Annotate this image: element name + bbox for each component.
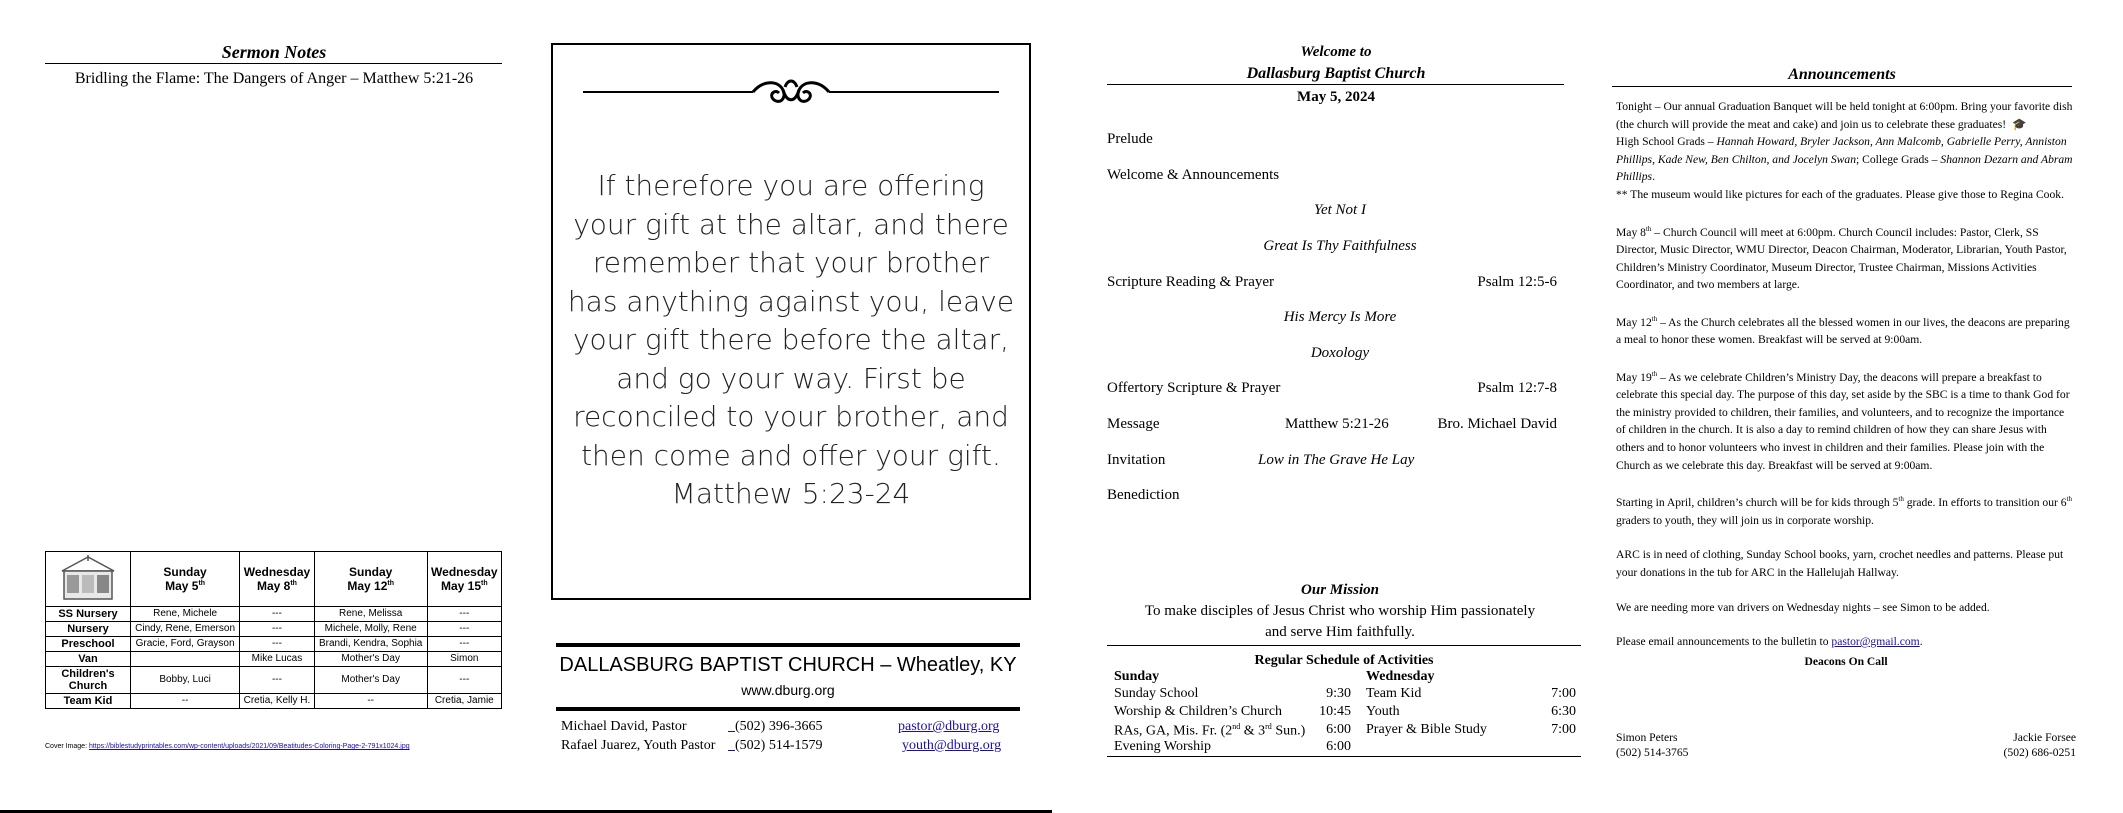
table-cell: ---: [427, 637, 501, 652]
table-cell: [131, 652, 240, 667]
table-cell: Cindy, Rene, Emerson: [131, 622, 240, 637]
table-cell: Mother's Day: [314, 652, 427, 667]
church-website: www.dburg.org: [741, 682, 835, 698]
invitation: Invitation: [1107, 452, 1166, 468]
bulletin-email-link[interactable]: pastor@gmail.com: [1831, 635, 1920, 649]
sunday-time: 6:00: [1326, 739, 1351, 754]
schedule-wednesday-label: Wednesday: [1366, 669, 1435, 684]
sunday-item: Evening Worship: [1114, 739, 1211, 754]
sunday-item: Worship & Children’s Church: [1114, 704, 1283, 719]
divider: [1612, 86, 2072, 87]
verse-reference: Matthew 5:23-24: [671, 477, 911, 510]
announcements-title: Announcements: [1788, 66, 1896, 83]
message-reference: Matthew 5:21-26: [1285, 416, 1389, 432]
header-sunday-may12: Sunday May 12th: [314, 552, 427, 607]
verse-line: reconciled to your brother, and: [573, 400, 1009, 433]
announcement-graduation: Tonight – Our annual Graduation Banquet will be held tonight at 6:00pm. Bring your favorite dish (the church will provide the meat and cake) and join us to celebrate these graduates! 🎓: [1616, 100, 2073, 131]
cover-image-link[interactable]: https://biblestudyprintables.com/wp-content/uploads/2021/09/Beatitudes-Coloring-Page-2-791x1024.jpg: [88, 743, 410, 750]
verse-text: [553, 167, 1029, 514]
youth-pastor-phone: (502) 514-1579: [735, 738, 823, 753]
divider: [45, 63, 502, 64]
wednesday-time: 7:00: [1551, 722, 1576, 737]
song-doxology: Doxology: [1310, 345, 1370, 361]
row-label: SS Nursery: [46, 607, 131, 622]
message-speaker: Bro. Michael David: [1437, 416, 1557, 432]
sunday-time: 10:45: [1319, 704, 1351, 719]
sunday-time: 9:30: [1326, 686, 1351, 701]
verse-line: has anything against you, leave: [567, 284, 1015, 318]
verse-line: your gift at the altar, and there: [573, 207, 1009, 241]
youth-pastor-email-link[interactable]: youth@dburg.org: [902, 738, 1002, 753]
announcements-body: [1616, 98, 2076, 670]
header-wednesday-may15: Wednesday May 15th: [427, 552, 501, 607]
table-cell: Michele, Molly, Rene: [314, 622, 427, 637]
schedule-title: Regular Schedule of Activities: [1254, 653, 1434, 668]
deacon-2: [1930, 730, 2076, 760]
table-cell: --: [314, 694, 427, 709]
deacons-title: Deacons On Call: [1804, 654, 1888, 668]
header-wednesday-may8: Wednesday May 8th: [240, 552, 315, 607]
sunday-time: 6:00: [1326, 722, 1351, 737]
announcement-van: We are needing more van drivers on Wednesday nights – see Simon to be added.: [1616, 600, 1990, 614]
church-logo-icon: [46, 552, 131, 607]
church-heading: Dallasburg Baptist Church: [1246, 65, 1426, 82]
table-cell: --: [131, 694, 240, 709]
header-sunday-may5: Sunday May 5th: [131, 552, 240, 607]
divider: [1107, 756, 1581, 757]
table-cell: Mother's Day: [314, 667, 427, 694]
verse-line: If therefore you are offering: [597, 169, 985, 202]
wednesday-time: 7:00: [1551, 686, 1576, 701]
nursery-schedule-table: [45, 551, 502, 709]
invitation-song: Low in The Grave He Lay: [1258, 452, 1415, 468]
table-row: [46, 667, 502, 694]
graduation-cap-icon: 🎓: [2011, 117, 2027, 131]
divider: [556, 643, 1020, 647]
announcement-may12: May 12th – As the Church celebrates all the blessed women in our lives, the deacons are preparing a meal to honor these women. Breakfast will be served at 9:00am.: [1616, 314, 2070, 347]
pastor-name: Michael David, Pastor: [561, 719, 687, 734]
table-cell: Rene, Melissa: [314, 607, 427, 622]
table-cell: Simon: [427, 652, 501, 667]
scroll-ornament-icon: [583, 75, 999, 109]
table-cell: ---: [240, 667, 315, 694]
row-label: Nursery: [46, 622, 131, 637]
table-cell: Cretia, Jamie: [427, 694, 501, 709]
prelude: Prelude: [1107, 131, 1153, 147]
wednesday-item: Prayer & Bible Study: [1366, 722, 1487, 737]
table-header-row: [46, 552, 502, 607]
divider: [1107, 645, 1581, 646]
divider: [1107, 84, 1564, 85]
deacon-phone: (502) 514-3765: [1616, 746, 1689, 759]
wednesday-item: Youth: [1366, 704, 1400, 719]
cover-image-credit: [45, 743, 410, 750]
table-row: [46, 694, 502, 709]
announcement-arc: ARC is in need of clothing, Sunday School books, yarn, crochet needles and patterns. Please put your donations in the tub for ARC in the Hallelujah Hallway.: [1616, 548, 2064, 579]
cover-label: Cover Image:: [45, 743, 89, 750]
scripture-reference: Psalm 12:5-6: [1477, 274, 1557, 290]
youth-pastor-name: Rafael Juarez, Youth Pastor: [561, 738, 716, 753]
table-row: [46, 607, 502, 622]
deacon-name: Simon Peters: [1616, 731, 1678, 744]
row-label: Preschool: [46, 637, 131, 652]
offertory: Offertory Scripture & Prayer: [1107, 380, 1281, 396]
wednesday-item: Team Kid: [1366, 686, 1422, 701]
schedule-sunday-label: Sunday: [1114, 669, 1160, 684]
table-cell: Rene, Michele: [131, 607, 240, 622]
verse-line: your gift there before the altar,: [572, 323, 1009, 356]
table-cell: Cretia, Kelly H.: [240, 694, 315, 709]
verse-line: and go your way. First be: [616, 361, 966, 395]
table-cell: Bobby, Luci: [131, 667, 240, 694]
deacon-1: [1616, 730, 1688, 760]
mission-line-1: To make disciples of Jesus Christ who worship Him passionately: [1144, 603, 1536, 619]
announcement-childrens-church: Starting in April, children’s church will be for kids through 5th grade. In efforts to transition our 6th graders to youth, they will join us in corporate worship.: [1616, 495, 2073, 527]
pastor-phone: (502) 396-3665: [735, 719, 823, 734]
table-row: [46, 652, 502, 667]
divider: [556, 707, 1020, 711]
message: Message: [1107, 416, 1160, 432]
announcement-may8: May 8th – Church Council will meet at 6:00pm. Church Council includes: Pastor, Clerk, SS Director, Music Director, WMU Director, Deacon Chairman, Moderator, Librarian, Youth Pastor, Children’s Ministry Coordinator, Museum Director, Trustee Chairman, Missions Activities Coordinator, and two members at large.: [1616, 224, 2067, 292]
song-great-is-thy-faithfulness: Great Is Thy Faithfulness: [1263, 238, 1417, 254]
table-cell: ---: [427, 622, 501, 637]
mission-line-2: and serve Him faithfully.: [1265, 624, 1415, 640]
welcome-heading: Welcome to: [1300, 44, 1372, 60]
row-label: Children's Church: [46, 667, 131, 694]
song-yet-not-i: Yet Not I: [1314, 202, 1366, 218]
verse-line: then come and offer your gift.: [581, 438, 1001, 472]
service-date: May 5, 2024: [1297, 89, 1375, 105]
announcement-museum: ** The museum would like pictures for each of the graduates. Please give those to Regina Cook.: [1616, 187, 2064, 201]
deacon-name: Jackie Forsee: [2013, 731, 2076, 744]
verse-line: remember that your brother: [592, 246, 990, 279]
table-cell: Mike Lucas: [240, 652, 315, 667]
announcement-grads: High School Grads – Hannah Howard, Bryler Jackson, Ann Malcomb, Gabrielle Perry, Anniston Phillips, Kade New, Ben Chilton, and Jocelyn Swan; College Grads – Shannon Dezarn and Abram Phillips.: [1616, 135, 2073, 184]
announcement-may19: May 19th – As we celebrate Children’s Ministry Day, the deacons will prepare a breakfast to celebrate this special day. The purpose of this day, set aside by the SBC is a time to thank God for the ministry provided to children, their families, and volunteers, and to recognize the importance of children in the church. It is also a day to remind children of how they can share Jesus with others and to honor volunteers who invest in children and their families. Please join with the Church as we celebrate this day. Breakfast will be served at 9:00am.: [1616, 369, 2070, 472]
row-label: Team Kid: [46, 694, 131, 709]
table-cell: ---: [427, 667, 501, 694]
table-row: [46, 637, 502, 652]
church-name: DALLASBURG BAPTIST CHURCH – Wheatley, KY: [559, 654, 1017, 676]
deacon-phone: (502) 686-0251: [2003, 746, 2076, 759]
announcement-email: Please email announcements to the bulletin to pastor@gmail.com.: [1616, 635, 1923, 649]
scripture-reading: Scripture Reading & Prayer: [1107, 274, 1275, 290]
benediction: Benediction: [1107, 487, 1180, 503]
table-cell: ---: [427, 607, 501, 622]
table-cell: Brandi, Kendra, Sophia: [314, 637, 427, 652]
offertory-reference: Psalm 12:7-8: [1477, 380, 1557, 396]
wednesday-time: 6:30: [1551, 704, 1576, 719]
verse-card: [551, 43, 1031, 600]
song-his-mercy-is-more: His Mercy Is More: [1283, 309, 1397, 325]
table-row: [46, 622, 502, 637]
row-label: Van: [46, 652, 131, 667]
table-cell: ---: [240, 637, 315, 652]
sunday-item: Sunday School: [1114, 686, 1199, 701]
sermon-notes-title: Sermon Notes: [221, 42, 327, 62]
table-cell: ---: [240, 622, 315, 637]
welcome-announcements: Welcome & Announcements: [1107, 167, 1280, 183]
mission-title: Our Mission: [1301, 582, 1379, 598]
sunday-item: RAs, GA, Mis. Fr. (2nd & 3rd Sun.): [1114, 722, 1306, 739]
table-cell: Gracie, Ford, Grayson: [131, 637, 240, 652]
sermon-subtitle: Bridling the Flame: The Dangers of Anger – Matthew 5:21-26: [74, 70, 474, 87]
pastor-email-link[interactable]: pastor@dburg.org: [898, 719, 1000, 734]
table-cell: ---: [240, 607, 315, 622]
